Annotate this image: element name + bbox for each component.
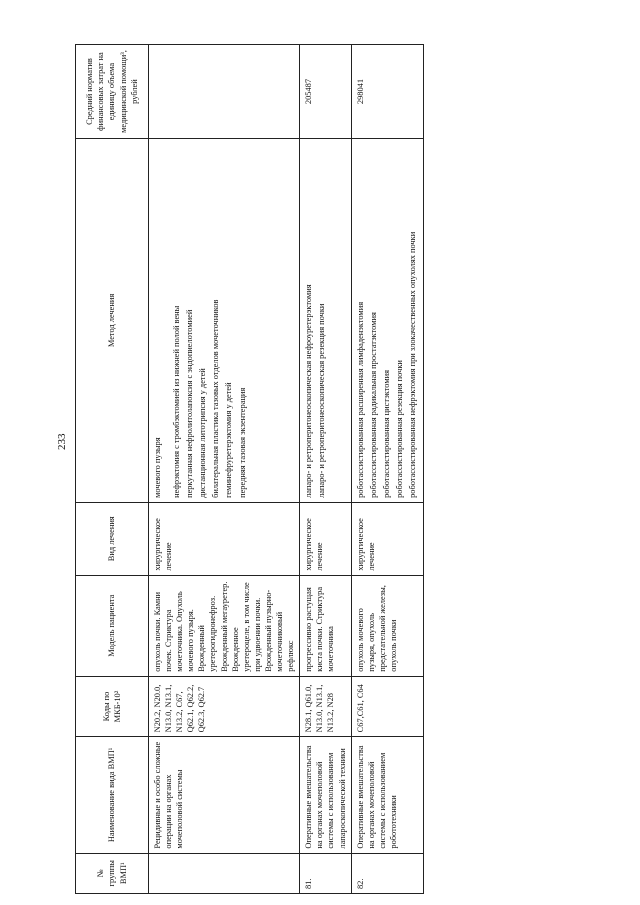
method-item: билатеральная пластика тазовых отделов мочеточников [211,299,221,498]
cell-vmp-name: Оперативные вмешательства на органах мочеполовой системы с использованием лапароскопической техники [300,737,351,853]
cell-average-cost: 298041 [351,45,423,139]
method-item: дистанционная литотрипсия у детей [198,368,208,498]
cell-treatment-kind: хирургическое лечение [351,502,423,575]
cell-patient-model: опухоль почки. Камни почек. Стриктура мочеточника. Опухоль мочевого пузыря. Врожденный уретерогидронефроз. Врожденный мегауретер. Врожденное уретероцеле, в том числе при удвоении почки. Врожденный пузырно-мочеточниковый рефлюкс [149,575,300,676]
cell-patient-model: опухоль мочевого пузыря, опухоль предстательной железы, опухоль почки [351,575,423,676]
rotated-table-sheet [75,44,635,894]
method-item: роботассистированная нефрэктомия при злокачественных опухолях почки [407,231,417,498]
header-treatment-method: Метод лечения [76,139,149,503]
cell-average-cost [149,45,300,139]
table-row [300,45,351,894]
method-item: нефрэктомия с тромбэктомией из нижней полой вены [172,305,182,498]
method-item: роботассистированная расширенная лимфаденэктомия [355,301,365,498]
cell-group-number [149,853,300,893]
header-average-cost: Средний норматив финансовых затрат на единицу объема медицинской помощи³, рублей [76,45,149,139]
method-item: роботассистированная цистэктомия [381,370,391,498]
cell-vmp-name: Рецидивные и особо сложные операции на органах мочеполовой системы [149,737,300,853]
cell-treatment-method [300,139,351,503]
method-item: геминефруретерэктомия у детей [224,382,234,498]
cell-vmp-name: Оперативные вмешательства на органах мочеполовой системы с использованием робототехники [351,737,423,853]
cell-group-number: 81. [300,853,351,893]
cell-treatment-kind: хирургическое лечение [300,502,351,575]
cell-icd-codes: C67,C61, C64 [351,676,423,737]
header-patient-model: Модель пациента [76,575,149,676]
header-treatment-kind: Вид лечения [76,502,149,575]
vmp-table [75,44,424,894]
table-row [149,45,300,894]
cell-group-number: 82. [351,853,423,893]
header-group-number: № группы ВМП¹ [76,853,149,893]
method-item: лапаро- и ретроперитонеоскопическая резекция почки [317,303,327,498]
page-number: 233 [56,433,68,450]
table-header-row [76,45,149,894]
cell-average-cost: 205487 [300,45,351,139]
method-item: роботассистированная резекция почки [394,360,404,498]
cell-patient-model: прогрессивно растущая киста почки. Стриктура мочеточника [300,575,351,676]
header-vmp-name: Наименование вида ВМП¹ [76,737,149,853]
cell-treatment-kind: хирургическое лечение [149,502,300,575]
cell-icd-codes: N28.1, Q61.0, N13.0, N13.1, N13.2, N28 [300,676,351,737]
method-item: передняя тазовая экзентерация [237,387,247,498]
method-item: лапаро- и ретроперитонеоскопическая нефроуретерэктомия [304,284,314,498]
method-item: роботассистированная радикальная простатэктомия [368,312,378,498]
cell-treatment-method [149,139,300,503]
method-item: перкутанная нефролитолапоксия с эндопиелотомией [185,309,195,498]
method-item: мочевого пузыря [153,437,162,498]
table-row [351,45,423,894]
cell-icd-codes: N20.2, N20.0, N13.0, N13.1, N13.2, C67, Q62.1, Q62.2, Q62.3, Q62.7 [149,676,300,737]
cell-treatment-method [351,139,423,503]
header-icd-codes: Коды по МКБ-10² [76,676,149,737]
